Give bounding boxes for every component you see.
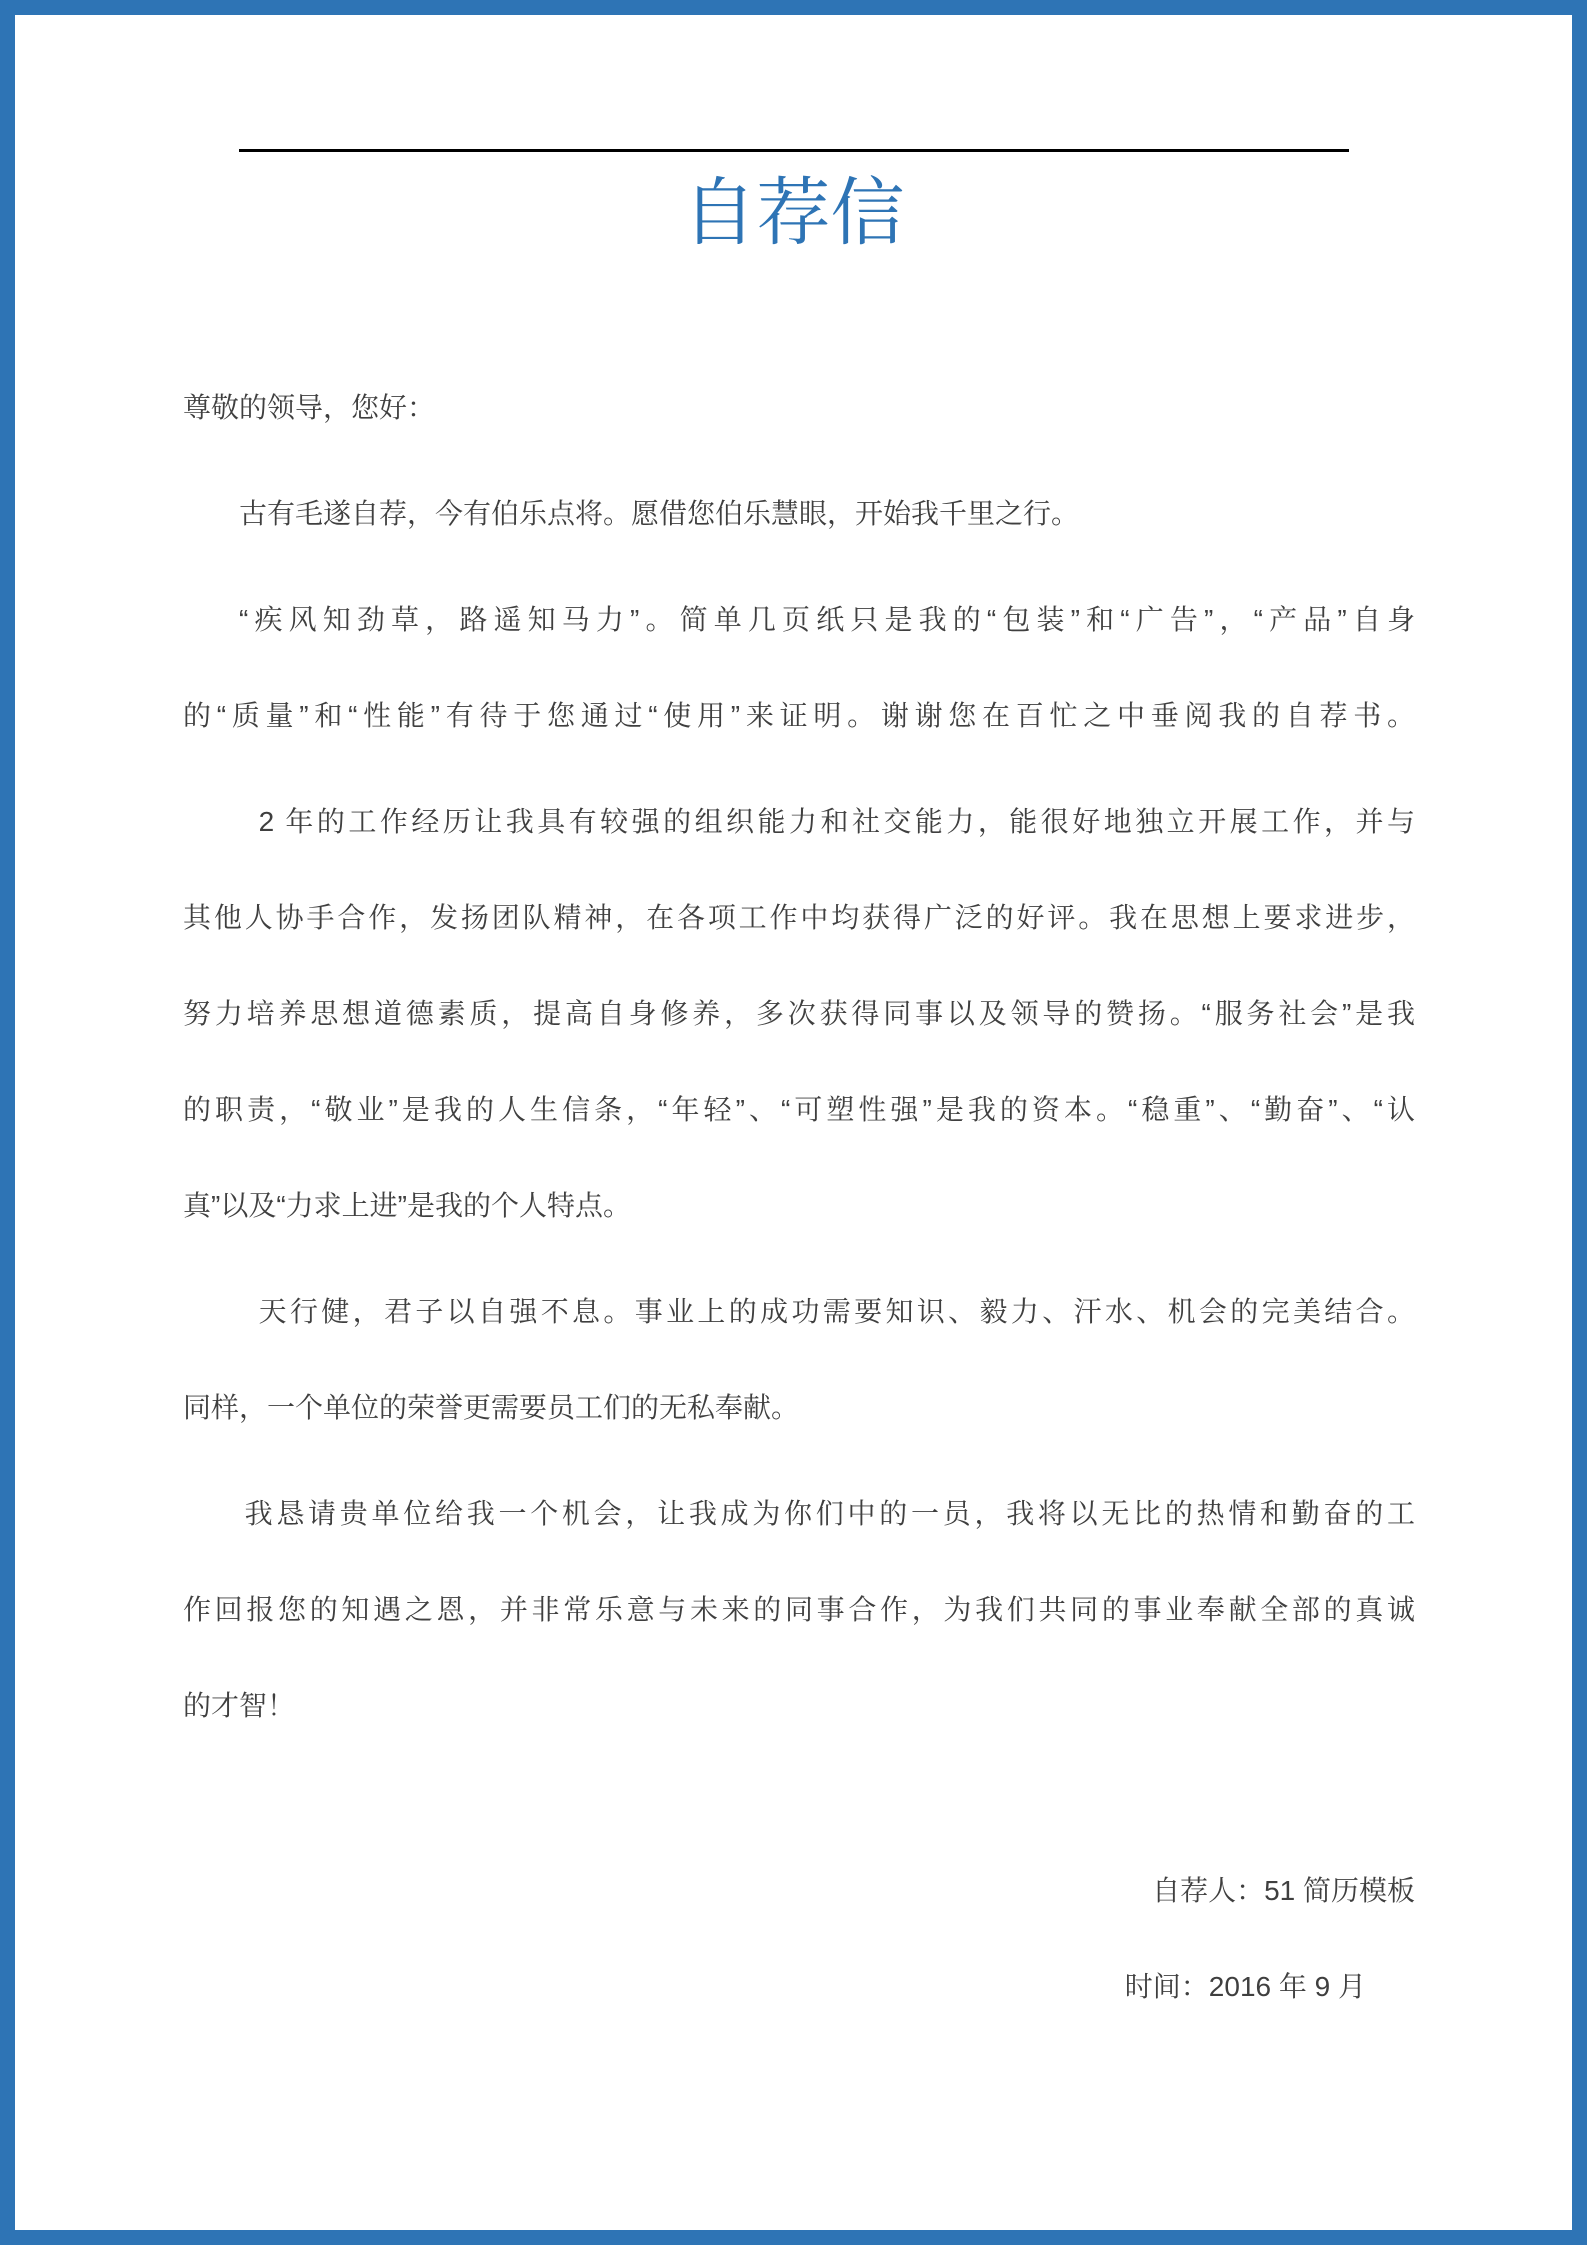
paragraph-line: 2 年的工作经历让我具有较强的组织能力和社交能力，能很好地独立开展工作，并与: [258, 806, 1415, 837]
signature-block: [15, 1843, 1572, 2035]
paragraph: [183, 774, 1415, 1254]
paragraph: [183, 1466, 1415, 1754]
paragraph-line: 古有毛遂自荐，今有伯乐点将。愿借您伯乐慧眼，开始我千里之行。: [239, 498, 1080, 529]
paragraph-line: 的“质量”和“性能”有待于您通过“使用”来证明。谢谢您在百忙之中垂阅我的自荐书。: [183, 700, 1415, 731]
paragraph: [183, 572, 1415, 764]
paragraph-line: 我恳请贵单位给我一个机会，让我成为你们中的一员，我将以无比的热情和勤奋的工: [244, 1498, 1415, 1529]
letter-body: [15, 360, 1572, 1754]
page-title: 自荐信: [682, 171, 905, 254]
paragraph-line: 努力培养思想道德素质，提高自身修养，多次获得同事以及领导的赞扬。“服务社会”是我: [183, 998, 1415, 1029]
paragraph-line: 天行健，君子以自强不息。事业上的成功需要知识、毅力、汗水、机会的完美结合。: [258, 1296, 1415, 1327]
signer-line: 自荐人：51 简历模板: [1152, 1875, 1415, 1906]
paragraph-line: 尊敬的领导，您好：: [183, 392, 436, 423]
date-line: 时间：2016 年 9 月: [1124, 1971, 1366, 2002]
salutation: [183, 360, 1415, 456]
paragraph-line: 的职责，“敬业”是我的人生信条，“年轻”、“可塑性强”是我的资本。“稳重”、“勤奋”、“认: [183, 1094, 1415, 1125]
paragraph-line: 的才智！: [183, 1690, 296, 1721]
paragraph-line: “疾风知劲草，路遥知马力”。简单几页纸只是我的“包装”和“广告”，“产品”自身: [239, 604, 1415, 635]
paragraph-line: 真”以及“力求上进”是我的个人特点。: [183, 1190, 631, 1221]
paragraph-line: 作回报您的知遇之恩，并非常乐意与未来的同事合作，为我们共同的事业奉献全部的真诚: [183, 1594, 1415, 1625]
paragraph-line: 其他人协手合作，发扬团队精神，在各项工作中均获得广泛的好评。我在思想上要求进步，: [183, 902, 1415, 933]
paragraph: [183, 1264, 1415, 1456]
paragraph: [183, 466, 1415, 562]
title-rule: [239, 149, 1349, 152]
paragraph-line: 同样，一个单位的荣誉更需要员工们的无私奉献。: [183, 1392, 800, 1423]
